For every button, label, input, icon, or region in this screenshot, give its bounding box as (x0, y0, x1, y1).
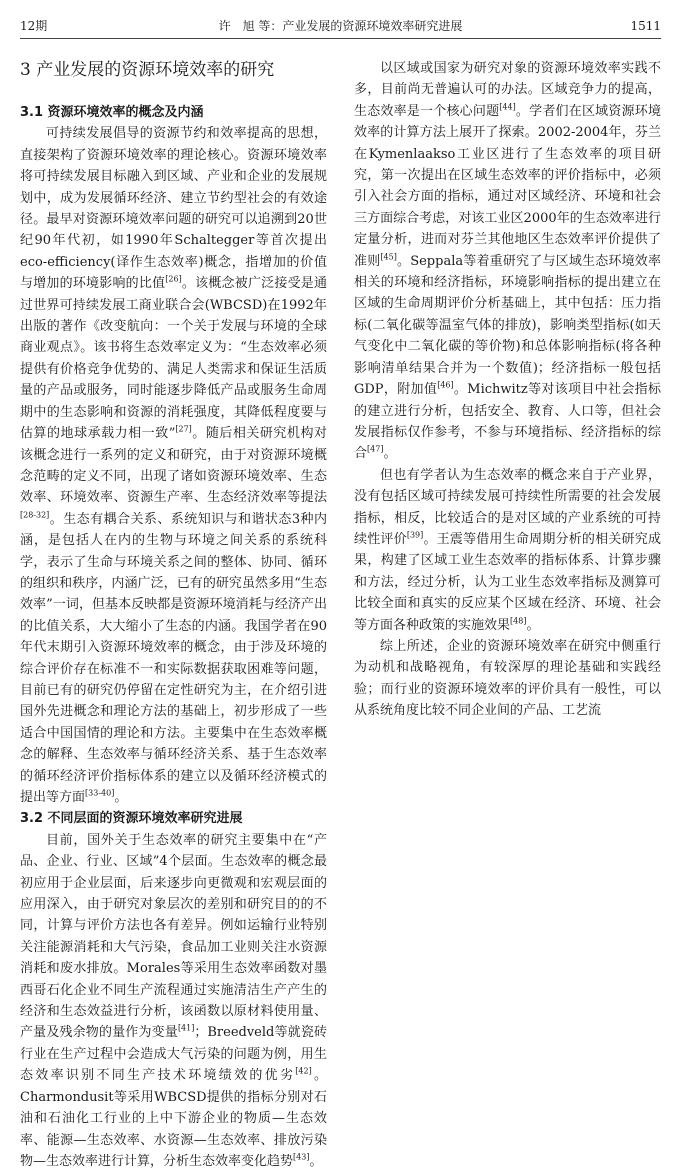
subsection-title-3-2: 3.2 不同层面的资源环境效率研究进展 (20, 811, 243, 827)
citation: [47] (367, 444, 384, 454)
citation: [27] (175, 424, 192, 434)
paragraph: 综上所述，企业的资源环境效率在研究中侧重行为动机和战略视角，有较深厚的理论基础和实践经验；而行业的资源环境效率的评价具有一般性，可以从系统角度比较不同企业间的产品、工艺流 (354, 638, 661, 719)
page-number: 1511 (630, 19, 661, 33)
header-rule (20, 38, 661, 39)
citation: [28-32] (20, 510, 50, 520)
citation: [46] (437, 380, 454, 390)
citation: [44] (499, 102, 516, 112)
page-header (20, 18, 661, 34)
citation: [33-40] (85, 788, 115, 798)
left-column (20, 58, 327, 1172)
subsection-title-3-1: 3.1 资源环境效率的概念及内涵 (20, 105, 204, 120)
citation: [48] (510, 616, 527, 626)
paragraph: 目前，国外关于生态效率的研究主要集中在“产品、企业、行业、区域”4个层面。生态效率的概念最初应用于企业层面，后来逐步向更微观和宏观层面的应用深入，由于研究对象层次的差别和研究目的的不同，计算与评价方法也各有差异。例如运输行业特别关注能源消耗和大气污染，食品加工业则关注水资源消耗和废水排放。Morales等采用生态效率函数对墨西哥石化企业不同生产流程通过实施清洁生产产生的经济和生态效益进行分析，该函数以原材料使用量、产量及残余物的量作为变量[41]；Breedveld等就瓷砖行业在生产过程中会造成大气污染的问题为例，用生态效率识别不同生产技术环境绩效的优劣[42]。Charmondusit等采用WBCSD提供的指标分别对石油和石油化工行业的上中下游企业的物质—生态效率、能源—生态效率、水资源—生态效率、排放污染物—生态效率进行计算，分析生态效率变化趋势[43]。 (20, 832, 327, 1169)
running-title: 许 旭 等：产业发展的资源环境效率研究进展 (218, 19, 463, 33)
citation: [41] (177, 1024, 195, 1034)
paragraph: 以区域或国家为研究对象的资源环境效率实践不多，目前尚无普遍认可的办法。区域竞争力的提高，生态效率是一个核心问题[44]。学者们在区域资源环境效率的计算方法上展开了探索。2002-2004年，芬兰在Kymenlaakso工业区进行了生态效率的项目研究，第一次提出在区域生态效率的评价指标中，必须引入社会方面的指标，通过对区域经济、环境和社会三方面综合考虑，对该工业区2000年的生态效率进行定量分析，进而对芬兰其他地区生态效率评价提供了准则[45]。Seppala等着重研究了与区域生态环境效率相关的环境和经济指标，环境影响指标的提出建立在区域的生命周期评价分析基础上，其中包括：压力指标(二氧化碳等温室气体的排放)，影响类型指标(如天气变化中二氧化碳的等价物)和总体影响指标(将各种影响清单结果合并为一个数值)；经济指标一般包括GDP，附加值[46]。Michwitz等对该项目中社会指标的建立进行分析，包括安全、教育、人口等，但社会发展指标仅作参考，不参与环境指标、经济指标的综合[47]。 (354, 61, 661, 462)
issue-number: 12期 (20, 19, 48, 33)
citation: [42] (295, 1066, 312, 1076)
paragraph: 可持续发展倡导的资源节约和效率提高的思想，直接架构了资源环境效率的理论核心。资源环境效率将可持续发展目标融入到区域、产业和企业的发展规划中，成为发展循环经济、建立节约型社会的有效途径。最早对资源环境效率问题的研究可以追溯到20世纪90年代初，如1990年Schaltegger等首次提出eco-efficiency(译作生态效率)概念，指增加的价值与增加的环境影响的比值[26]。该概念被广泛接受是通过世界可持续发展工商业联合会(WBCSD)在1992年出版的著作《改变航向：一个关于发展与环境的全球商业观点》。该书将生态效率定义为：“生态效率必须提供有价格竞争优势的、满足人类需求和保证生活质量的产品或服务，同时能逐步降低产品或服务生命周期中的生态影响和资源的消耗强度，其降低程度要与估算的地球承载力相一致”[27]。随后相关研究机构对该概念进行一系列的定义和研究，由于对资源环境概念范畴的定义不同，出现了诸如资源环境效率、生态效率、环境效率、资源生产率、生态经济效率等提法[28-32]。生态有耦合关系、系统知识与和谐状态3种内涵，是包括人在内的生物与环境之间关系的系统科学，表示了生命与环境关系之间的整体、协同、循环的组织和秩序，内涵广泛，已有的研究虽然多用“生态效率”一词，但基本反映都是资源环境消耗与经济产出的比值关系，大大缩小了生态的内涵。我国学者在90年代末期引入资源环境效率的概念，由于涉及环境的综合评价存在标准不一和实际数据获取困难等问题，目前已有的研究仍停留在定性研究为主，在介绍引进国外先进概念和理论方法的基础上，初步形成了一些适合中国国情的理论和方法。主要集中在生态效率概念的解释、生态效率与循环经济关系、基于生态效率的循环经济评价指标体系的建立以及循环经济模式的提出等方面[33-40]。 (20, 126, 327, 805)
section-title: 3 产业发展的资源环境效率的研究 (20, 60, 275, 80)
citation: [39] (406, 530, 424, 540)
citation: [43] (293, 1152, 310, 1162)
paragraph: 但也有学者认为生态效率的概念来自于产业界，没有包括区域可持续发展可持续性所需要的社会发展指标，相反，比较适合的是对区域的产业系统的可持续性评价[39]。王震等借用生命周期分析的相关研究成果，构建了区域工业生态效率的指标体系、计算步骤和方法，经过分析，认为工业生态效率指标及测算可比较全面和真实的反应某个区域在经济、环境、社会等方面各种政策的实施效果[48]。 (354, 467, 661, 633)
citation: [26] (165, 274, 182, 284)
citation: [45] (380, 252, 397, 262)
right-column (354, 58, 661, 722)
